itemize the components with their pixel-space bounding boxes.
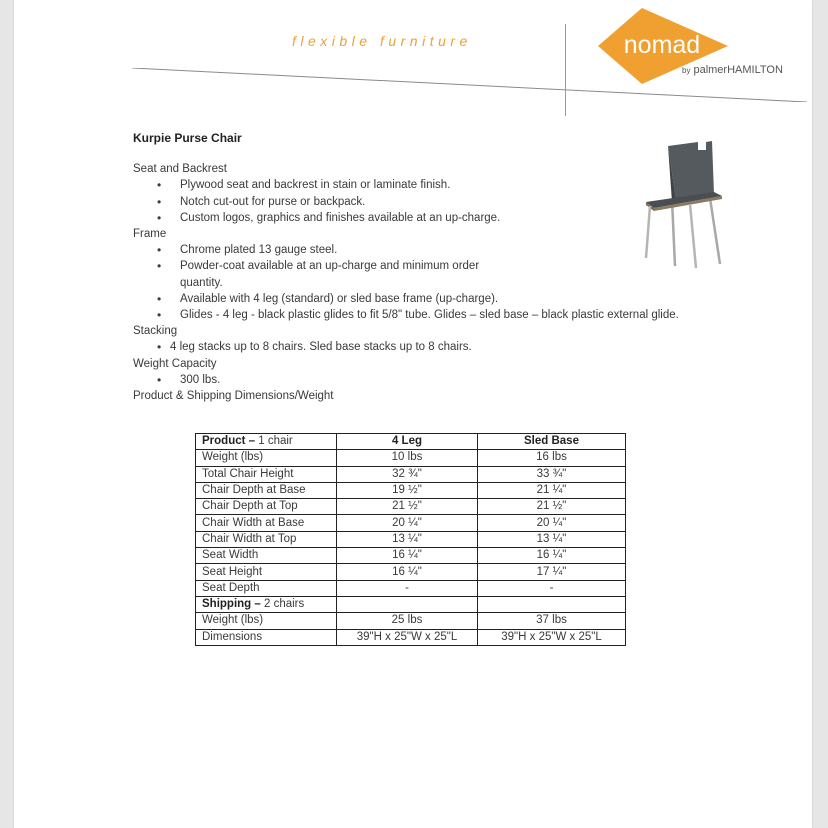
logo-by: by — [682, 66, 691, 75]
table-cell: 32 ¾" — [337, 466, 478, 482]
list-item: • 300 lbs. — [133, 372, 693, 388]
table-cell: Chair Depth at Top — [196, 499, 337, 515]
table-row — [196, 629, 626, 645]
bullet-list — [133, 242, 693, 323]
list-item: • Powder-coat available at an up-charge and minimum order quantity. — [133, 258, 480, 290]
column-header-sled-base: Sled Base — [478, 434, 626, 450]
dimensions-table — [195, 433, 626, 646]
table-cell: Chair Width at Top — [196, 531, 337, 547]
table-cell: 25 lbs — [337, 613, 478, 629]
table-cell: 37 lbs — [478, 613, 626, 629]
bullet-list — [133, 372, 693, 388]
column-header-4-leg: 4 Leg — [337, 434, 478, 450]
table-cell: 21 ¼" — [478, 482, 626, 498]
table-cell: 39"H x 25"W x 25"L — [337, 629, 478, 645]
table-cell: Seat Height — [196, 564, 337, 580]
table-cell: 17 ¼" — [478, 564, 626, 580]
table-row — [196, 613, 626, 629]
table-cell: 16 lbs — [478, 450, 626, 466]
table-cell: 20 ¼" — [478, 515, 626, 531]
table-cell: - — [337, 580, 478, 596]
table-cell: - — [478, 580, 626, 596]
table-row — [196, 450, 626, 466]
table-cell: Seat Width — [196, 548, 337, 564]
section-heading: Stacking — [133, 325, 178, 338]
table-cell — [337, 596, 478, 612]
table-cell: Chair Depth at Base — [196, 482, 337, 498]
table-cell: 13 ¼" — [337, 531, 478, 547]
table-cell: Product – 1 chair — [196, 434, 337, 450]
section-weight-capacity — [133, 356, 693, 388]
logo-company-name: palmerHAMILTON — [693, 64, 783, 76]
list-item: • Available with 4 leg (standard) or sled base frame (up-charge). — [133, 291, 693, 307]
table-cell: 39"H x 25"W x 25"L — [478, 629, 626, 645]
table-row — [196, 564, 626, 580]
header-vertical-divider — [565, 24, 566, 116]
table-cell: 13 ¼" — [478, 531, 626, 547]
bullet-list — [133, 177, 693, 226]
table-cell: Shipping – 2 chairs — [196, 596, 337, 612]
product-description — [133, 130, 693, 404]
section-stacking — [133, 323, 693, 355]
table-cell: 16 ¼" — [337, 564, 478, 580]
table-cell — [478, 596, 626, 612]
dimensions-heading: Product & Shipping Dimensions/Weight — [133, 390, 334, 403]
table-header-row — [196, 434, 626, 450]
section-heading: Frame — [133, 228, 167, 241]
list-item: • Glides - 4 leg - black plastic glides to fit 5/8" tube. Glides – sled base – black plastic external glide. — [133, 307, 693, 323]
list-item: • Chrome plated 13 gauge steel. — [133, 242, 693, 258]
document-page — [14, 0, 812, 828]
table-cell: Seat Depth — [196, 580, 337, 596]
logo-company — [682, 64, 783, 76]
table-cell: Chair Width at Base — [196, 515, 337, 531]
table-cell: 16 ¼" — [337, 548, 478, 564]
table-section-row — [196, 596, 626, 612]
table-row — [196, 466, 626, 482]
table-row — [196, 515, 626, 531]
table-row — [196, 482, 626, 498]
table-row — [196, 580, 626, 596]
product-title: Kurpie Purse Chair — [133, 131, 242, 145]
table-cell: 21 ½" — [337, 499, 478, 515]
bullet-list — [133, 339, 693, 355]
table-row — [196, 548, 626, 564]
table-cell: Total Chair Height — [196, 466, 337, 482]
tagline: flexible furniture — [292, 33, 472, 49]
table-cell: 10 lbs — [337, 450, 478, 466]
section-heading: Seat and Backrest — [133, 163, 227, 176]
list-item: • Notch cut-out for purse or backpack. — [133, 194, 693, 210]
table-row — [196, 499, 626, 515]
list-item: • Custom logos, graphics and finishes available at an up-charge. — [133, 210, 693, 226]
logo-text: nomad — [623, 31, 701, 59]
list-item: • Plywood seat and backrest in stain or laminate finish. — [133, 177, 693, 193]
table-row — [196, 531, 626, 547]
list-item: • 4 leg stacks up to 8 chairs. Sled base stacks up to 8 chairs. — [133, 339, 693, 355]
table-cell: 21 ½" — [478, 499, 626, 515]
table-cell: Weight (lbs) — [196, 613, 337, 629]
table-cell: 19 ½" — [337, 482, 478, 498]
table-cell: Weight (lbs) — [196, 450, 337, 466]
table-cell: 20 ¼" — [337, 515, 478, 531]
section-frame — [133, 226, 693, 323]
section-seat-backrest — [133, 161, 693, 226]
table-cell: 16 ¼" — [478, 548, 626, 564]
table-cell: Dimensions — [196, 629, 337, 645]
table-cell: 33 ¾" — [478, 466, 626, 482]
section-heading: Weight Capacity — [133, 357, 217, 370]
